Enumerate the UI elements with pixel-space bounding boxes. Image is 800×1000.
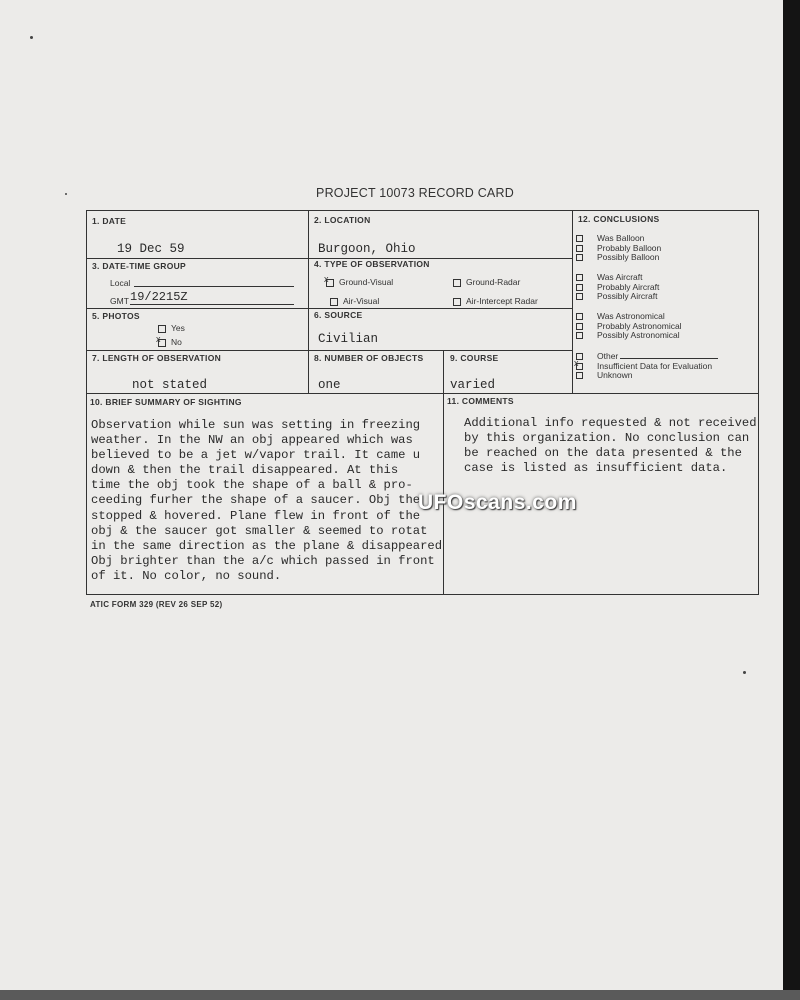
option-air-intercept-radar [453,296,538,306]
local-time-label: Local [110,278,131,288]
record-card [86,210,759,595]
photos-option-yes [158,323,185,333]
gmt-value: 19/2215Z [130,290,188,304]
source-value: Civilian [318,332,379,346]
checkbox-icon [576,245,583,252]
checkbox-icon [576,254,583,261]
location-value: Burgoon, Ohio [318,242,416,256]
checkbox-icon [576,293,583,300]
checkbox-icon [576,235,583,242]
course-label: 9. COURSE [450,353,499,363]
scan-speck [743,671,746,674]
gmt-line [130,304,294,305]
conclusions-group-astronomical [576,312,682,341]
scan-edge-right [783,0,800,1000]
grid-line [86,350,572,351]
conclusion-unknown: Unknown [597,370,633,381]
option-ground-radar-label: Ground-Radar [466,277,521,287]
date-value: 19 Dec 59 [117,242,185,256]
conclusion-possibly-astronomical: Possibly Astronomical [597,330,680,341]
conclusions-group-aircraft [576,273,659,302]
conclusions-group-balloon [576,234,661,263]
checkbox-icon [576,323,583,330]
form-number: ATIC FORM 329 (REV 26 SEP 52) [90,600,223,609]
conclusion-other: Other [597,351,619,361]
grid-line [443,350,444,595]
checkbox-checked-icon: x [576,363,583,370]
other-underline [620,358,718,359]
grid-line [86,308,572,309]
checkbox-icon [453,298,461,306]
photos-label: 5. PHOTOS [92,311,140,321]
option-ground-visual [324,273,394,287]
conclusions-group-other [576,352,718,381]
source-label: 6. SOURCE [314,310,363,320]
conclusion-possibly-balloon: Possibly Balloon [597,252,660,263]
card-title: PROJECT 10073 RECORD CARD [316,186,514,200]
conclusions-label: 12. CONCLUSIONS [578,214,660,224]
checkbox-icon [330,298,338,306]
checkbox-checked-icon: x [158,339,166,347]
type-of-observation-label: 4. TYPE OF OBSERVATION [314,259,430,269]
location-label: 2. LOCATION [314,215,371,225]
checkbox-icon [158,325,166,333]
conclusion-option [576,371,718,381]
checkbox-icon [576,284,583,291]
grid-line [308,210,309,393]
conclusion-was-balloon: Was Balloon [597,233,645,243]
conclusion-option [576,292,659,302]
grid-line [86,393,759,394]
scan-speck [30,36,33,39]
conclusion-probably-astronomical: Probably Astronomical [597,320,682,331]
conclusion-was-aircraft: Was Aircraft [597,272,643,282]
conclusion-probably-balloon: Probably Balloon [597,242,662,253]
conclusion-possibly-aircraft: Possibly Aircraft [597,291,658,302]
gmt-label: GMT [110,296,129,306]
conclusion-insufficient-data: Insufficient Data for Evaluation [597,360,713,371]
length-of-observation-label: 7. LENGTH OF OBSERVATION [92,353,222,363]
checkbox-icon [576,274,583,281]
brief-summary-text: Observation while sun was setting in freezing weather. In the NW an obj appeared which was believed to be a jet w/vapor trail. It came u down & then the trail disappeared. At this time the obj took the shape of a ball & pro- ceeding furher the shape of a saucer. Obj the stopped & hovered. Plane flew in front of the obj & the saucer got smaller & seemed to rotat in the same direction as the plane & disappeared Obj brighter than the a/c which passed in front of it. No color, no sound. [91,418,443,583]
conclusion-was-astronomical: Was Astronomical [597,311,665,321]
card-border-left [86,210,87,595]
option-air-visual [330,296,379,306]
conclusion-probably-aircraft: Probably Aircraft [597,281,660,292]
date-label: 1. DATE [92,216,127,226]
checkbox-icon [453,279,461,287]
date-time-group-label: 3. DATE-TIME GROUP [92,261,187,271]
watermark: UFOscans.com [418,491,577,514]
brief-summary-label: 10. BRIEF SUMMARY OF SIGHTING [90,397,242,407]
option-ground-visual-label: Ground-Visual [339,277,394,287]
grid-line [572,210,573,393]
option-ground-radar [453,277,520,287]
card-border-top [86,210,759,211]
checkbox-icon [576,372,583,379]
card-border-bottom [86,594,759,595]
number-of-objects-label: 8. NUMBER OF OBJECTS [314,353,424,363]
photos-yes-label: Yes [171,323,185,333]
comments-label: 11. COMMENTS [447,396,514,406]
conclusion-option [576,331,682,341]
photos-no-label: No [171,337,182,347]
checkbox-icon [576,313,583,320]
option-air-visual-label: Air-Visual [343,296,380,306]
number-of-objects-value: one [318,378,341,392]
photos-option-no [156,333,182,347]
length-of-observation-value: not stated [132,378,208,392]
comments-text: Additional info requested & not received by this organization. No conclusion can be reached on the data presented & the case is listed as insufficient data. [464,416,757,476]
scan-edge-bottom [0,990,800,1000]
local-time-line [134,286,294,287]
conclusion-option [576,253,661,263]
option-air-intercept-radar-label: Air-Intercept Radar [466,296,538,306]
checkbox-checked-icon: x [326,279,334,287]
card-border-right [758,210,759,595]
course-value: varied [450,378,496,392]
checkbox-icon [576,332,583,339]
